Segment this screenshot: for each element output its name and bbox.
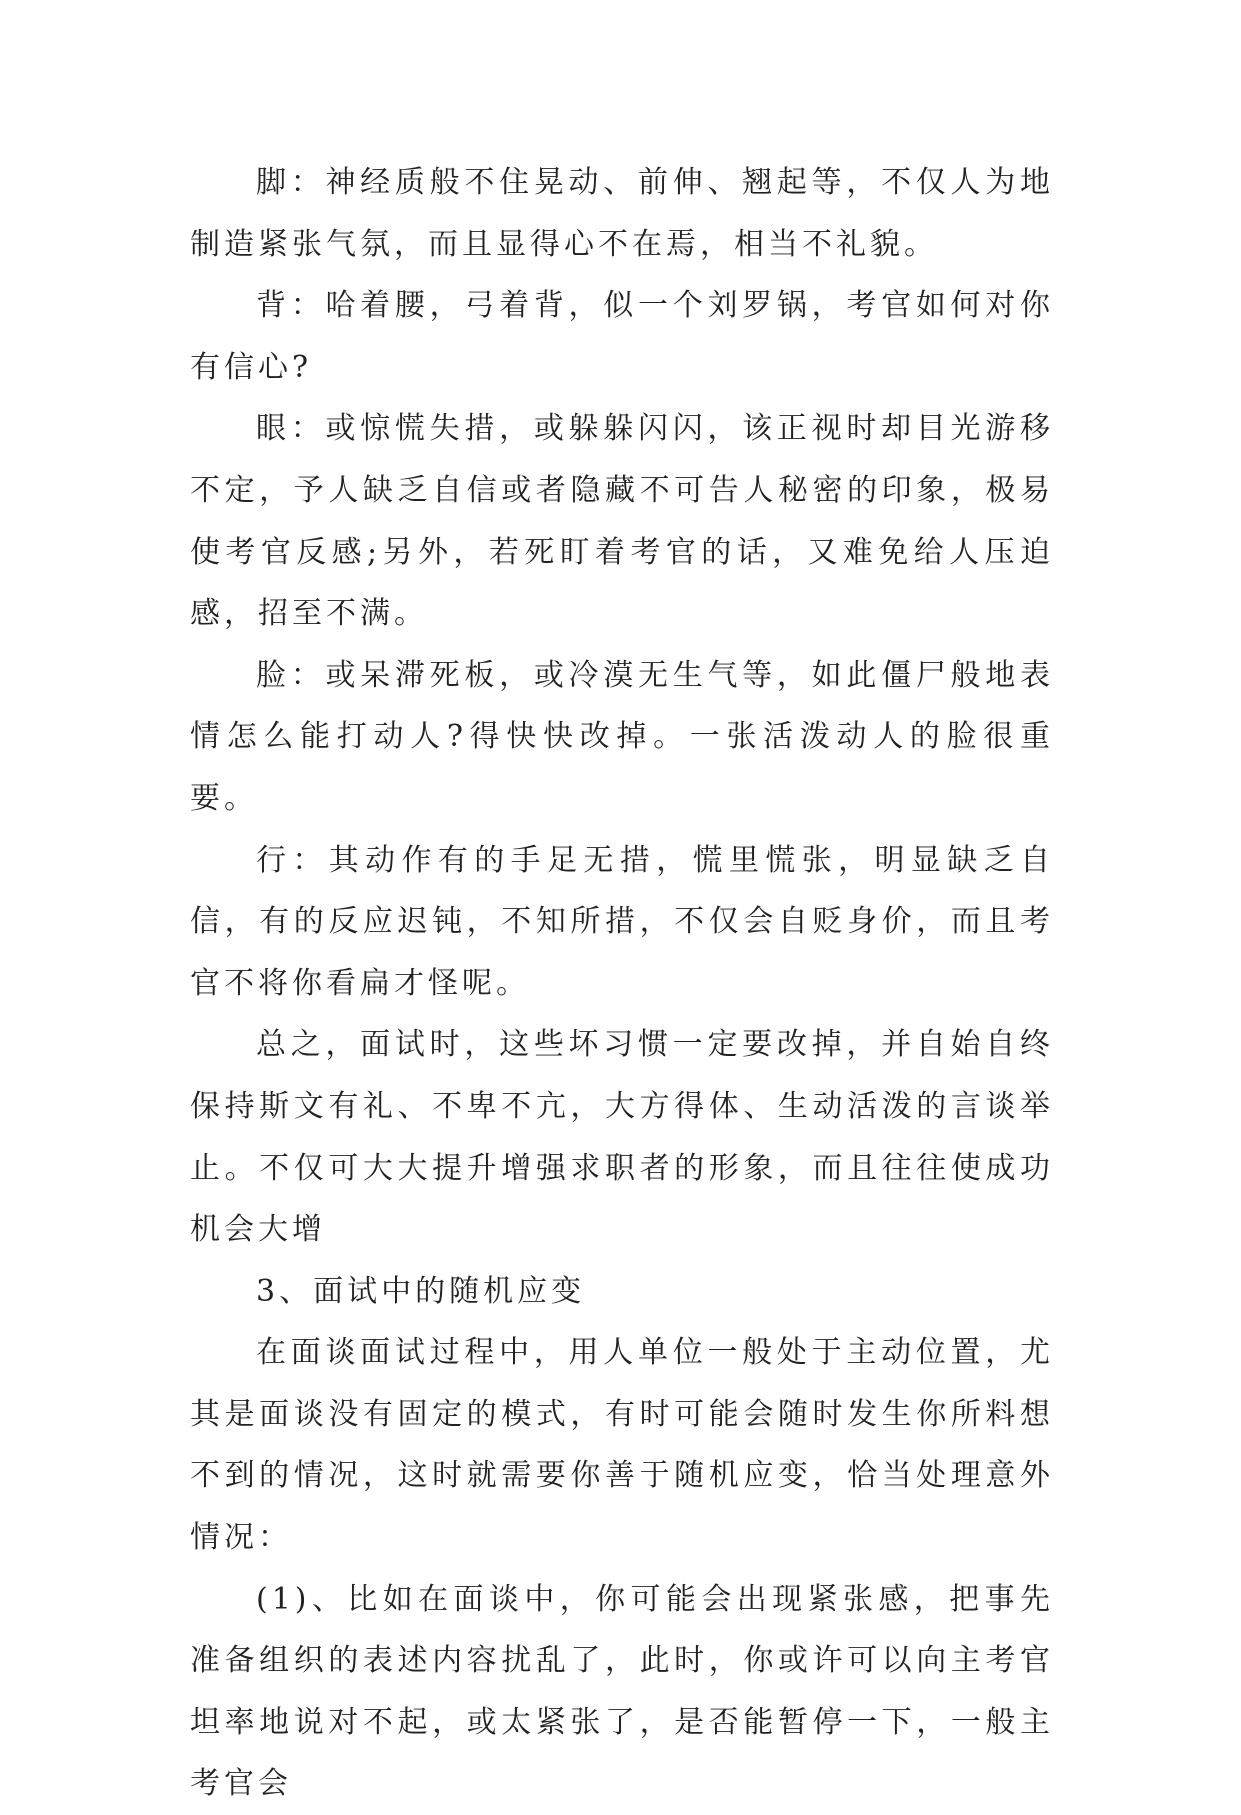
paragraph-example-1: (1)、比如在面谈中，你可能会出现紧张感，把事先准备组织的表述内容扰乱了，此时，你或许可以向主考官坦率地说对不起，或太紧张了，是否能暂停一下，一般主考官会 xyxy=(190,1581,1054,1802)
paragraph-adaptation: 在面谈面试过程中，用人单位一般处于主动位置，尤其是面谈没有固定的模式，有时可能会随时发生你所料想不到的情况，这时就需要你善于随机应变，恰当处理意外情况： xyxy=(190,1335,1054,1556)
paragraph-face: 脸：或呆滞死板，或冷漠无生气等，如此僵尸般地表情怎么能打动人?得快快改掉。一张活泼动人的脸很重要。 xyxy=(190,657,1054,816)
paragraph-eyes: 眼：或惊慌失措，或躲躲闪闪，该正视时却目光游移不定，予人缺乏自信或者隐藏不可告人秘密的印象，极易使考官反感;另外，若死盯着考官的话，又难免给人压迫感，招至不满。 xyxy=(190,411,1054,632)
paragraph-behavior: 行：其动作有的手足无措，慌里慌张，明显缺乏自信，有的反应迟钝，不知所措，不仅会自贬身价，而且考官不将你看扁才怪呢。 xyxy=(190,842,1054,1001)
paragraph-back: 背：哈着腰，弓着背，似一个刘罗锅，考官如何对你有信心? xyxy=(190,288,1054,385)
document-body xyxy=(190,152,1054,1815)
paragraph-feet: 脚：神经质般不住晃动、前伸、翘起等，不仅人为地制造紧张气氛，而且显得心不在焉，相当不礼貌。 xyxy=(190,165,1054,262)
paragraph-summary: 总之，面试时，这些坏习惯一定要改掉，并自始自终保持斯文有礼、不卑不亢，大方得体、生动活泼的言谈举止。不仅可大大提升增强求职者的形象，而且往往使成功机会大增 xyxy=(190,1027,1054,1248)
section-heading: 3、面试中的随机应变 xyxy=(256,1273,586,1309)
